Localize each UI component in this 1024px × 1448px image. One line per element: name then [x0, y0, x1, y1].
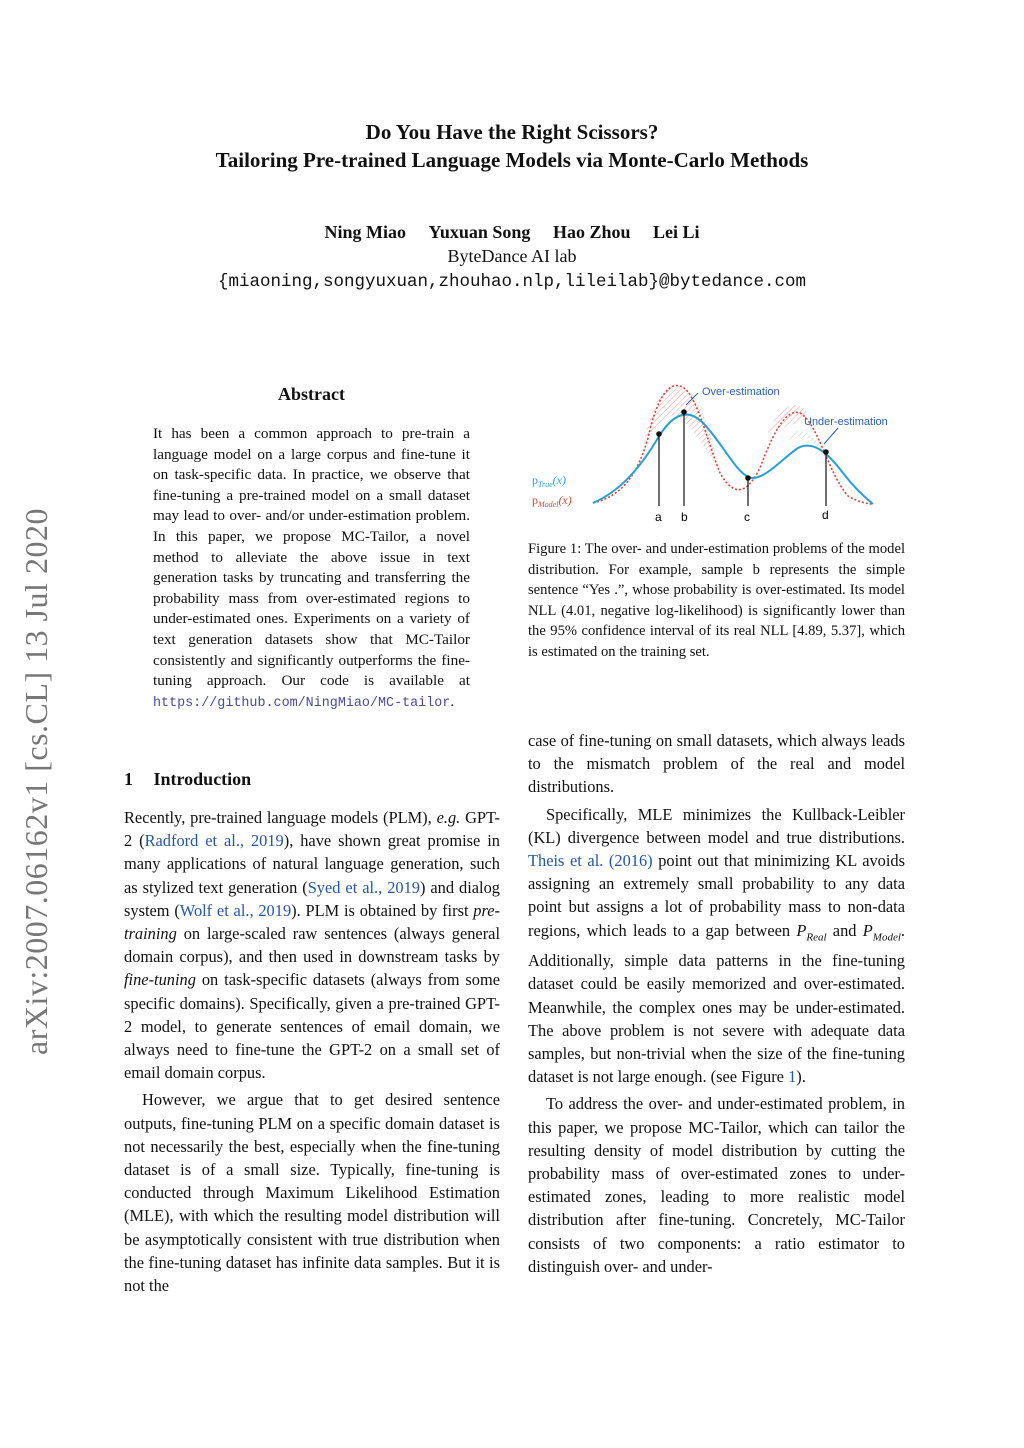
- text: . Additionally, simple data patterns in the fine-tuning dataset could be easily memorized and over-estimated. Meanwhile, the complex ones may be under-estimated. The above problem is not severe with adequate data samples, but non-trivial when the size of the fine-tuning dataset is not large enough. (see Figure: [528, 920, 905, 1087]
- code-link[interactable]: https://github.com/NingMiao/MC-tailor: [153, 695, 451, 711]
- arxiv-stamp: arXiv:2007.06162v1 [cs.CL] 13 Jul 2020: [18, 508, 54, 1055]
- figure-1-plot: [528, 378, 908, 528]
- text: on large-scaled raw sentences (always general domain corpus), and then used in downstream tasks by: [124, 924, 500, 967]
- text: ) and dialog system (: [124, 877, 500, 920]
- author-emails: {miaoning,songyuxuan,zhouhao.nlp,lileilab}@bytedance.com: [217, 272, 807, 292]
- author-name: Lei Li: [652, 222, 700, 242]
- left-column: [124, 806, 500, 1297]
- right-paragraph-2: [528, 803, 905, 1089]
- affiliation: ByteDance AI lab: [447, 246, 577, 266]
- sample-point-d: [823, 449, 829, 455]
- over-estimation-label: Over-estimation: [702, 386, 780, 398]
- text: Recently, pre-trained language models (PLM),: [124, 808, 437, 827]
- text-italic: fine-tuning: [124, 970, 196, 990]
- author-name: Ning Miao: [324, 222, 407, 242]
- author-name: Yuxuan Song: [428, 222, 531, 242]
- section-heading: [124, 769, 251, 790]
- right-column: [528, 729, 905, 1278]
- abstract-body: [153, 424, 470, 714]
- math-symbol: P: [862, 920, 873, 940]
- intro-paragraph-1: [124, 806, 500, 1084]
- paper-title-line-2: Tailoring Pre-trained Language Models via Monte-Carlo Methods: [215, 148, 809, 172]
- sample-point-a: [656, 431, 662, 437]
- citation-link[interactable]: Theis et al. (2016): [528, 851, 653, 871]
- citation-link[interactable]: Wolf et al., 2019: [179, 900, 292, 920]
- text: on task-specific datasets (always from some specific domains). Specifically, given a pre-trained GPT-2 model, to generate sentences of email domain, we always need to fine-tune the GPT-2 on a small set of email domain corpus.: [124, 970, 500, 1083]
- right-paragraph-1: case of fine-tuning on small datasets, which always leads to the mismatch problem of the real and model distributions.: [528, 731, 905, 797]
- text-italic: e.g.: [436, 808, 461, 827]
- figure-reference-link[interactable]: 1: [788, 1067, 797, 1087]
- text: ).: [796, 1067, 806, 1087]
- text: ), have shown great promise in many applications of natural language generation, such as stylized text generation (: [124, 831, 500, 897]
- sample-label-b: b: [681, 510, 688, 524]
- right-paragraph-3: To address the over- and under-estimated problem, in this paper, we propose MC-Tailor, which can tailor the resulting density of model distribution by cutting the probability mass of over-estimated zones to under-estimated zones, leading to more realistic model distribution after fine-tuning. Concretely, MC-Tailor consists of two components: a ratio estimator to distinguish over- and under-: [528, 1094, 905, 1276]
- sample-label-d: d: [822, 508, 829, 522]
- text: GPT-2 (: [124, 808, 500, 851]
- legend-true: $p_{True}(x)$: [532, 473, 566, 489]
- author-list: [0, 222, 1024, 243]
- under-estimation-pointer: [824, 428, 838, 444]
- figure-1-caption: Figure 1: The over- and under-estimation problems of the model distribution. For example, sample b represents the simple sentence “Yes .”, whose probability is over-estimated. Its model NLL (4.01, negative log-likelihood) is significantly lower than the 95% confidence interval of its real NLL [4.89, 5.37], which is estimated on the training set.: [528, 541, 905, 660]
- text: ). PLM is obtained by first: [291, 900, 474, 920]
- text: and: [826, 920, 863, 940]
- intro-paragraph-2: However, we argue that to get desired sentence outputs, fine-tuning PLM on a specific domain dataset is not necessarily the best, especially when the fine-tuning dataset is of a small size. Typically, fine-tuning is conducted through Maximum Likelihood Estimation (MLE), with which the resulting model distribution will be asymptotically consistent with true distribution when the fine-tuning dataset has infinite data samples. But it is not the: [124, 1090, 500, 1296]
- text: point out that minimizing KL avoids assigning an extremely small probability to any data point but assigns a lot of probability mass to non-data regions, which leads to a gap between: [528, 851, 905, 940]
- abstract-text: It has been a common approach to pre-train a language model on a large corpus and fine-tune it on task-specific data. In practice, we observe that fine-tuning a pre-trained model on a small dataset may lead to over- and/or under-estimation problem. In this paper, we propose MC-Tailor, a novel method to alleviate the above issue in text generation tasks by truncating and transferring the probability mass from over-estimated regions to under-estimated ones. Experiments on a variety of text generation datasets show that MC-Tailor consistently and significantly outperforms the fine-tuning approach. Our code is available at: [153, 425, 470, 690]
- citation-link[interactable]: Syed et al., 2019: [307, 877, 420, 897]
- section-title: Introduction: [153, 769, 252, 789]
- author-name: Hao Zhou: [552, 222, 631, 242]
- sample-point-b: [681, 409, 687, 415]
- section-number: 1: [124, 769, 133, 789]
- sample-point-c: [745, 475, 751, 481]
- over-estimation-region-right: [768, 405, 808, 433]
- abstract-end: .: [450, 692, 455, 710]
- math-subscript: Model: [872, 930, 901, 943]
- under-estimation-label: Under-estimation: [804, 416, 888, 428]
- citation-link[interactable]: Radford et al., 2019: [144, 831, 284, 851]
- sample-label-a: a: [655, 510, 662, 524]
- math-subscript: Real: [806, 930, 827, 943]
- paper-title-line-1: Do You Have the Right Scissors?: [365, 120, 659, 144]
- text-italic: pre-training: [124, 900, 500, 944]
- legend-model: $p_{Model}(x)$: [532, 493, 572, 509]
- model-distribution-curve: [593, 386, 873, 504]
- text: Specifically, MLE minimizes the Kullback-Leibler (KL) divergence between model and true distributions.: [528, 804, 905, 847]
- sample-label-c: c: [744, 510, 750, 524]
- math-symbol: P: [796, 920, 807, 940]
- abstract-heading: Abstract: [278, 384, 345, 404]
